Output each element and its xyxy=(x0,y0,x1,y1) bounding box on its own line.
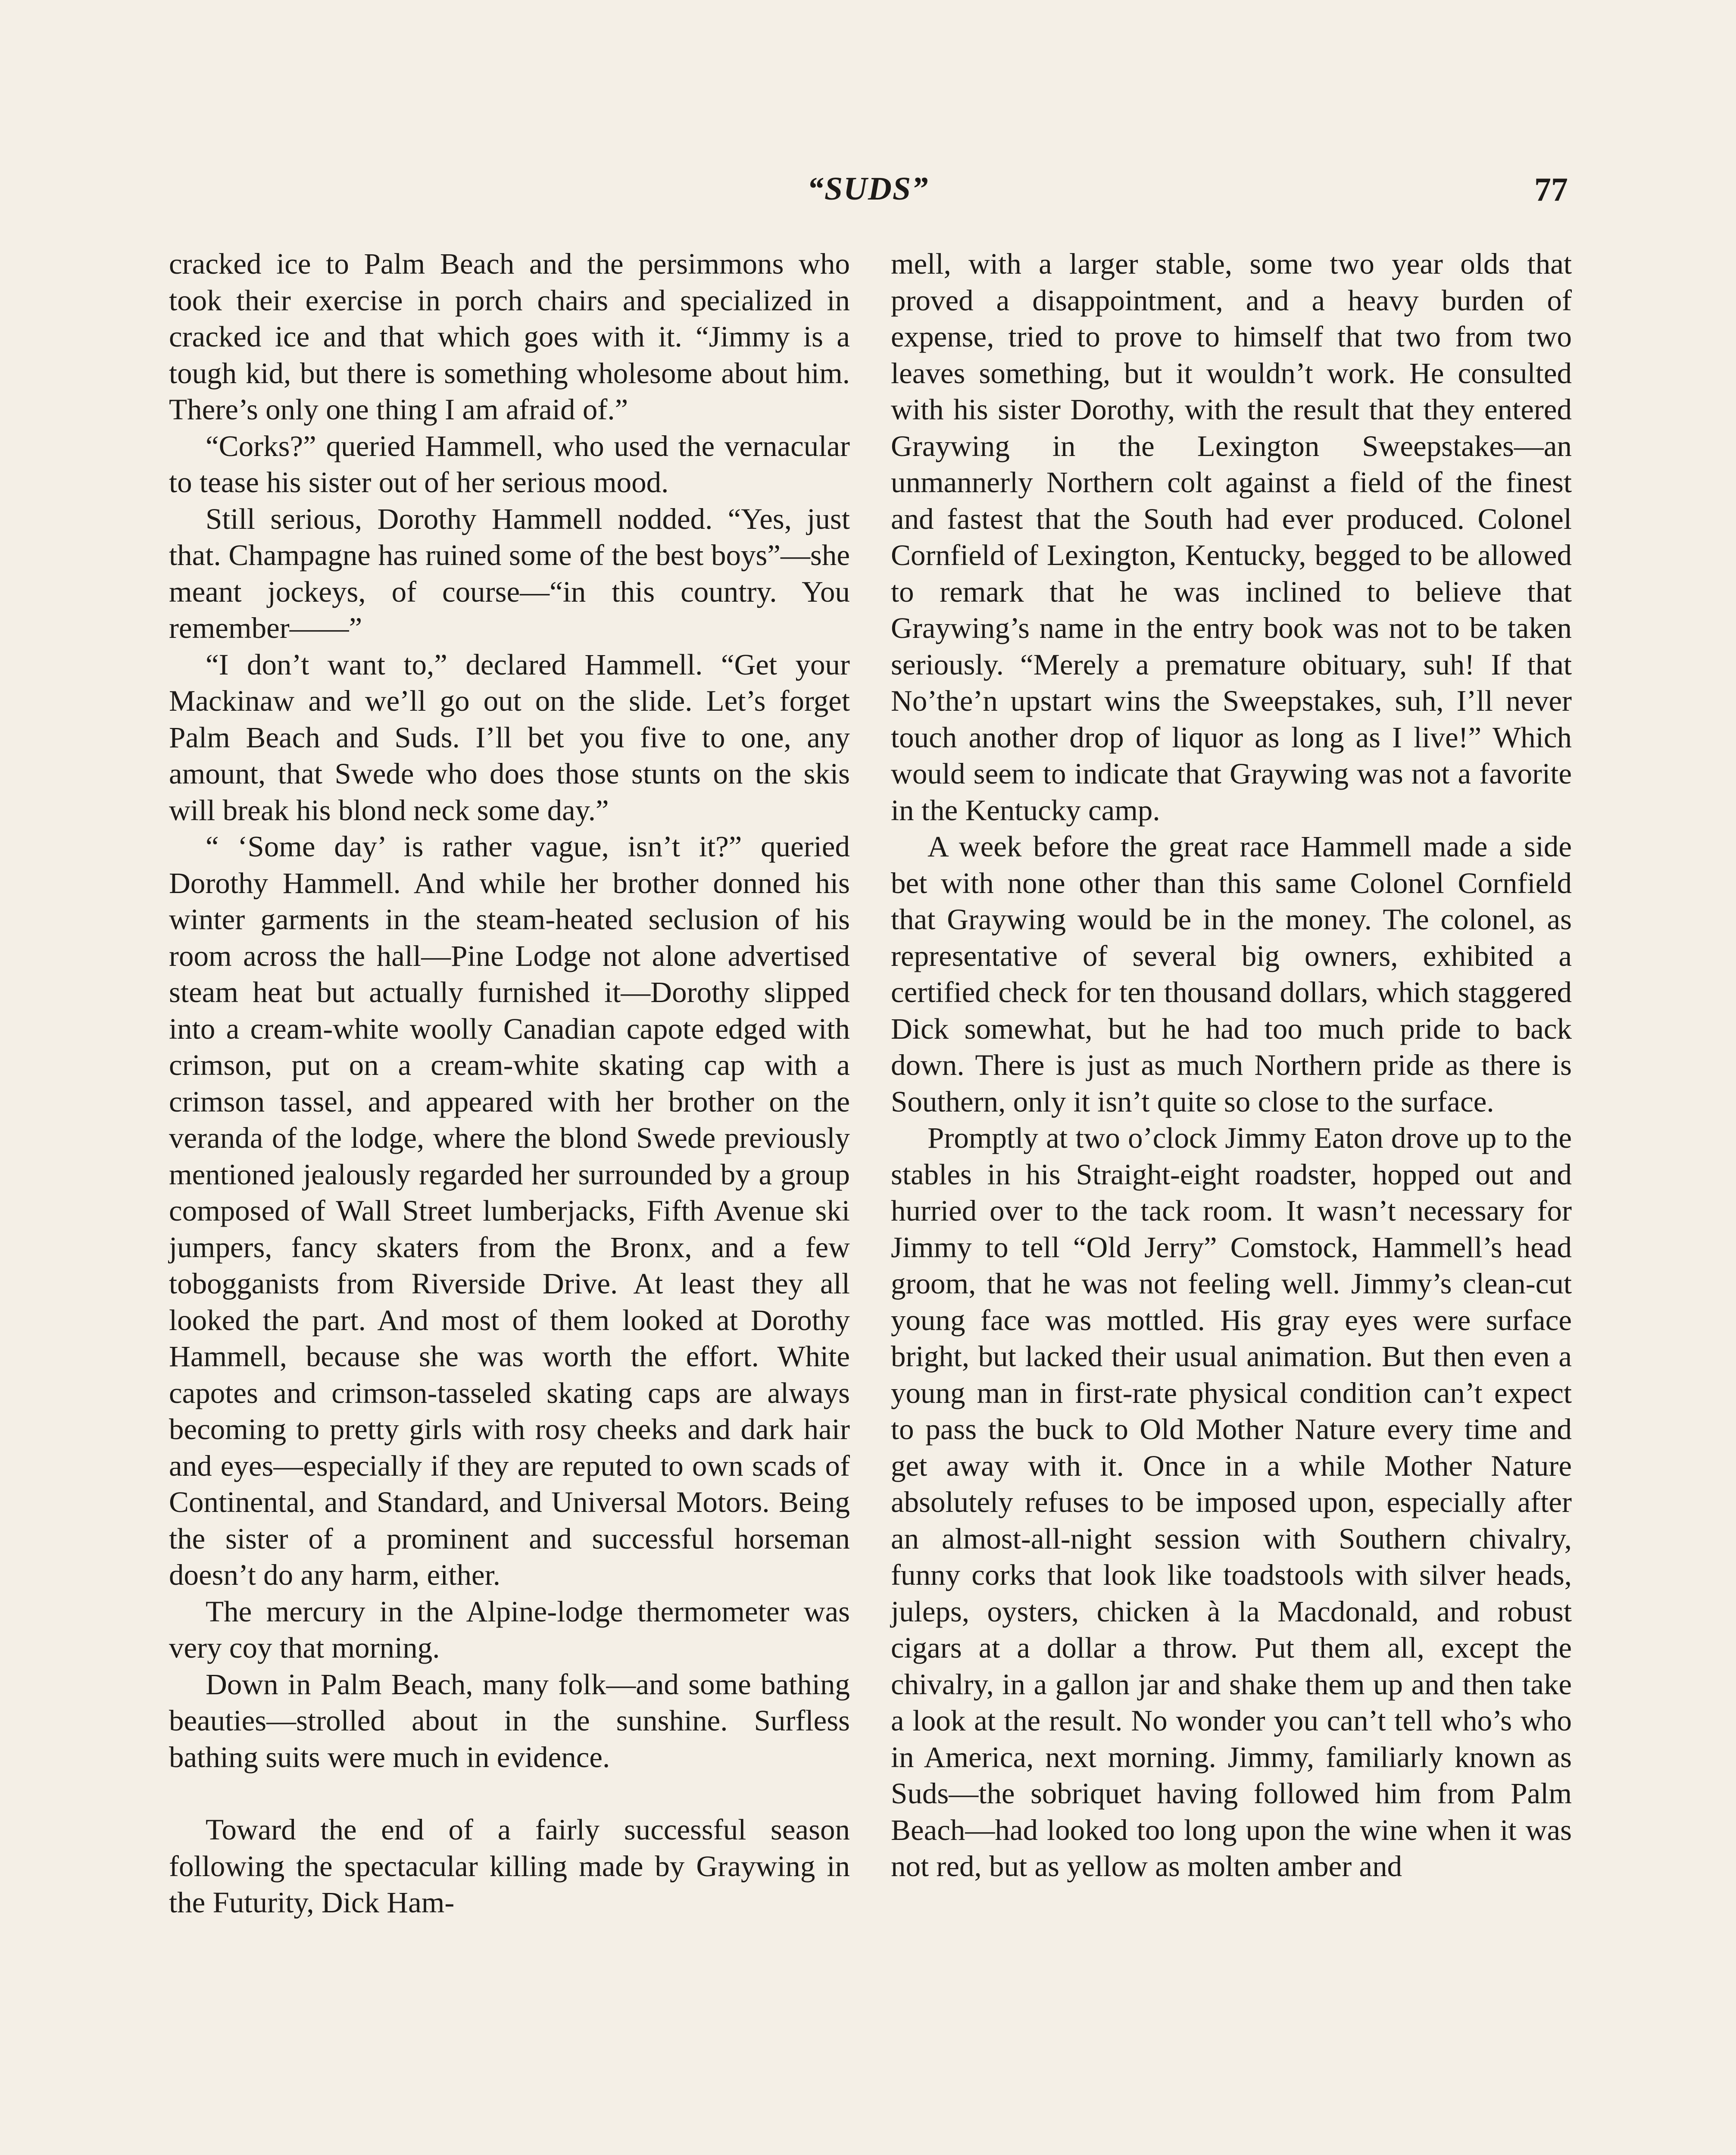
paragraph: A week before the great race Hammell made a side bet with none other than this same Colonel Cornfield that Graywing would be in the money. The colonel, as representative of several big owners, exhibited a certified check for ten thousand dollars, which staggered Dick somewhat, but he had too much pride to back down. There is just as much Northern pride as there is Southern, only it isn’t quite so close to the surface. xyxy=(891,830,1572,1118)
running-title: “SUDS” xyxy=(807,171,929,207)
paragraph: cracked ice to Palm Beach and the persimmons who took their exercise in porch chairs and specialized in cracked ice and that which goes with it. “Jimmy is a tough kid, but there is something wholesome about him. There’s only one thing I am afraid of.” xyxy=(169,247,850,426)
paragraph: mell, with a larger stable, some two year olds that proved a disappointment, and a heavy burden of expense, tried to prove to himself that two from two leaves something, but it wouldn’t work. He consulted with his sister Dorothy, with the result that they entered Graywing in the Lexington Sweepstakes—an unmannerly Northern colt against a field of the finest and fastest that the South had ever produced. Colonel Cornfield of Lexington, Kentucky, begged to be allowed to remark that he was inclined to believe that Graywing’s name in the entry book was not to be taken seriously. “Merely a premature obituary, suh! If that No’the’n upstart wins the Sweepstakes, suh, I’ll never touch another drop of liquor as long as I live!” Which would seem to indicate that Graywing was not a favorite in the Kentucky camp. xyxy=(891,247,1572,827)
paragraph: Still serious, Dorothy Hammell nodded. “Yes, just that. Champagne has ruined some of the best boys”—she meant jockeys, of course—“in this country. You remember——” xyxy=(169,502,850,644)
paragraph: Promptly at two o’clock Jimmy Eaton drove up to the stables in his Straight-eight roadster, hopped out and hurried over to the tack room. It wasn’t necessary for Jimmy to tell “Old Jerry” Comstock, Hammell’s head groom, that he was not feeling well. Jimmy’s clean-cut young face was mottled. His gray eyes were surface bright, but lacked their usual animation. But then even a young man in first-rate physical condition can’t expect to pass the buck to Old Mother Nature every time and get away with it. Once in a while Mother Nature absolutely refuses to be imposed upon, especially after an almost-all-night session with Southern chivalry, funny corks that look like toadstools with silver heads, juleps, oysters, chicken à la Macdonald, and robust cigars at a dollar a throw. Put them all, except the chivalry, in a gallon jar and shake them up and then take a look at the result. No wonder you can’t tell who’s who in America, next morning. Jimmy, familiarly known as Suds—the sobriquet having followed him from Palm Beach—had looked too long upon the wine when it was not red, but as yellow as molten amber and xyxy=(891,1121,1572,1883)
paragraph: “Corks?” queried Hammell, who used the vernacular to tease his sister out of her serious mood. xyxy=(169,429,850,499)
paragraph: Down in Palm Beach, many folk—and some bathing beauties—strolled about in the sunshine. Surfless bathing suits were much in evidence. xyxy=(169,1668,850,1774)
paragraph: Toward the end of a fairly successful season following the spectacular killing made by Graywing in the Futurity, Dick Ham- xyxy=(169,1813,850,1919)
paragraph: “I don’t want to,” declared Hammell. “Get your Mackinaw and we’ll go out on the slide. Let’s forget Palm Beach and Suds. I’ll bet you five to one, any amount, that Swede who does those stunts on the skis will break his blond neck some day.” xyxy=(169,648,850,827)
right-column xyxy=(891,246,1572,1885)
paragraph: The mercury in the Alpine-lodge thermometer was very coy that morning. xyxy=(169,1595,850,1664)
left-column xyxy=(169,246,850,1921)
page-number: 77 xyxy=(1534,171,1568,208)
paragraph: “ ‘Some day’ is rather vague, isn’t it?” queried Dorothy Hammell. And while her brother donned his winter garments in the steam-heated seclusion of his room across the hall—Pine Lodge not alone advertised steam heat but actually furnished it—Dorothy slipped into a cream-white woolly Canadian capote edged with crimson, put on a cream-white skating cap with a crimson tassel, and appeared with her brother on the veranda of the lodge, where the blond Swede previously mentioned jealously regarded her surrounded by a group composed of Wall Street lumberjacks, Fifth Avenue ski jumpers, fancy skaters from the Bronx, and a few tobogganists from Riverside Drive. At least they all looked the part. And most of them looked at Dorothy Hammell, because she was worth the effort. White capotes and crimson-tasseled skating caps are always becoming to pretty girls with rosy cheeks and dark hair and eyes—especially if they are reputed to own scads of Continental, and Standard, and Universal Motors. Being the sister of a prominent and successful horseman doesn’t do any harm, either. xyxy=(169,830,850,1591)
